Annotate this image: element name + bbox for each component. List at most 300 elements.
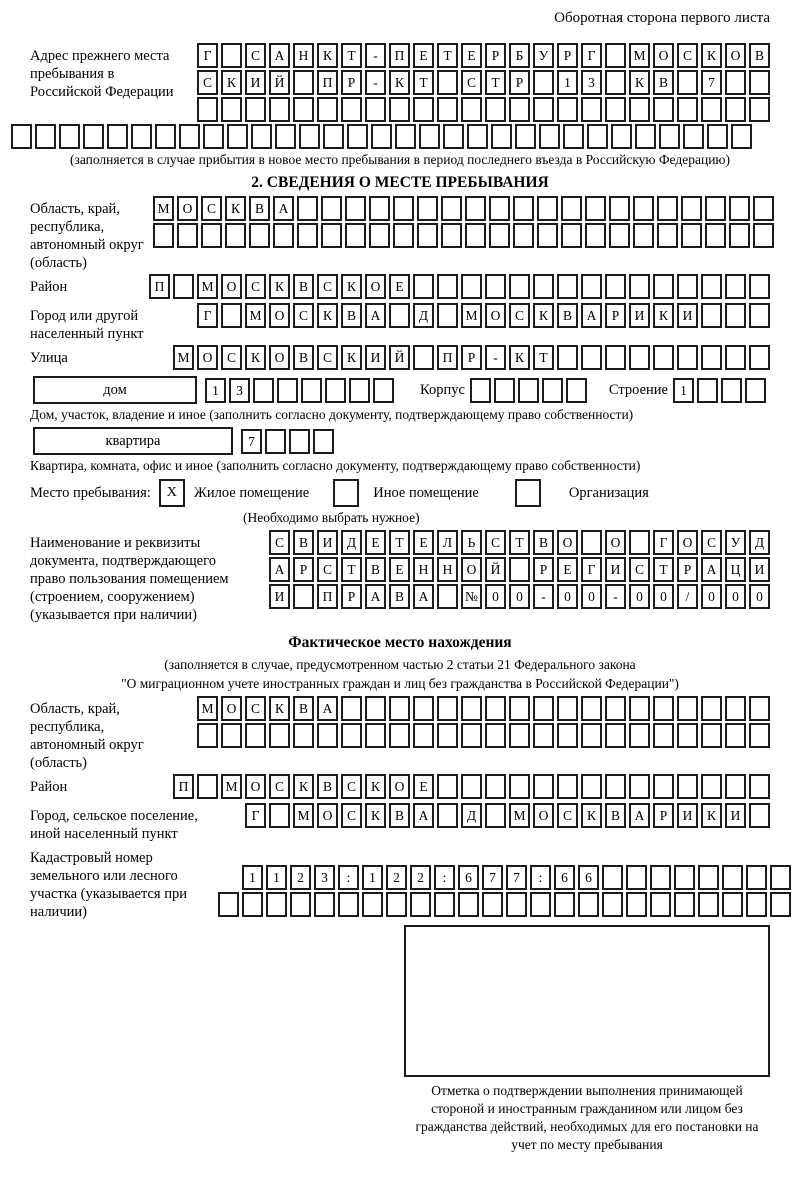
char-cell[interactable]: П bbox=[437, 345, 458, 370]
char-cell[interactable] bbox=[629, 723, 650, 748]
char-cell[interactable]: С bbox=[245, 696, 266, 721]
char-cell[interactable]: Р bbox=[509, 70, 530, 95]
char-cell[interactable]: В bbox=[293, 274, 314, 299]
char-cell[interactable] bbox=[629, 274, 650, 299]
char-cell[interactable] bbox=[554, 892, 575, 917]
char-cell[interactable]: 3 bbox=[314, 865, 335, 890]
char-cell[interactable] bbox=[605, 97, 626, 122]
char-cell[interactable] bbox=[533, 70, 554, 95]
char-cell[interactable]: Б bbox=[509, 43, 530, 68]
char-cell[interactable] bbox=[317, 97, 338, 122]
char-cell[interactable]: И bbox=[269, 584, 290, 609]
char-cell[interactable]: В bbox=[605, 803, 626, 828]
char-cell[interactable] bbox=[369, 223, 390, 248]
char-cell[interactable] bbox=[605, 696, 626, 721]
char-cell[interactable] bbox=[653, 774, 674, 799]
char-cell[interactable]: К bbox=[509, 345, 530, 370]
char-cell[interactable] bbox=[389, 303, 410, 328]
char-cell[interactable]: И bbox=[605, 557, 626, 582]
char-cell[interactable] bbox=[650, 892, 671, 917]
char-cell[interactable] bbox=[437, 97, 458, 122]
char-cell[interactable] bbox=[35, 124, 56, 149]
char-cell[interactable]: М bbox=[509, 803, 530, 828]
char-cell[interactable] bbox=[729, 196, 750, 221]
char-cell[interactable] bbox=[701, 303, 722, 328]
char-cell[interactable] bbox=[225, 223, 246, 248]
char-cell[interactable] bbox=[362, 892, 383, 917]
char-cell[interactable] bbox=[653, 723, 674, 748]
char-cell[interactable] bbox=[107, 124, 128, 149]
char-cell[interactable]: Г bbox=[653, 530, 674, 555]
char-cell[interactable]: 3 bbox=[581, 70, 602, 95]
char-cell[interactable] bbox=[489, 223, 510, 248]
char-cell[interactable] bbox=[413, 723, 434, 748]
char-cell[interactable]: В bbox=[293, 345, 314, 370]
char-cell[interactable]: - bbox=[485, 345, 506, 370]
char-cell[interactable] bbox=[657, 223, 678, 248]
char-cell[interactable] bbox=[419, 124, 440, 149]
char-cell[interactable] bbox=[290, 892, 311, 917]
char-cell[interactable]: Т bbox=[485, 70, 506, 95]
char-cell[interactable]: К bbox=[533, 303, 554, 328]
char-cell[interactable] bbox=[345, 223, 366, 248]
char-cell[interactable] bbox=[489, 196, 510, 221]
char-cell[interactable]: А bbox=[273, 196, 294, 221]
char-cell[interactable] bbox=[289, 429, 310, 454]
char-cell[interactable]: № bbox=[461, 584, 482, 609]
char-cell[interactable]: В bbox=[653, 70, 674, 95]
char-cell[interactable] bbox=[585, 223, 606, 248]
char-cell[interactable] bbox=[722, 865, 743, 890]
char-cell[interactable] bbox=[581, 97, 602, 122]
char-cell[interactable] bbox=[301, 378, 322, 403]
char-cell[interactable] bbox=[626, 865, 647, 890]
char-cell[interactable]: А bbox=[413, 803, 434, 828]
char-cell[interactable] bbox=[518, 378, 539, 403]
char-cell[interactable]: 6 bbox=[458, 865, 479, 890]
char-cell[interactable]: М bbox=[197, 274, 218, 299]
char-cell[interactable]: Т bbox=[389, 530, 410, 555]
char-cell[interactable]: 2 bbox=[386, 865, 407, 890]
char-cell[interactable]: 0 bbox=[485, 584, 506, 609]
char-cell[interactable]: К bbox=[317, 303, 338, 328]
char-cell[interactable]: С bbox=[197, 70, 218, 95]
char-cell[interactable] bbox=[629, 696, 650, 721]
char-cell[interactable] bbox=[605, 345, 626, 370]
char-cell[interactable]: О bbox=[269, 345, 290, 370]
char-cell[interactable] bbox=[437, 774, 458, 799]
char-cell[interactable]: О bbox=[653, 43, 674, 68]
char-cell[interactable]: К bbox=[365, 803, 386, 828]
char-cell[interactable]: Г bbox=[245, 803, 266, 828]
char-cell[interactable]: К bbox=[581, 803, 602, 828]
char-cell[interactable] bbox=[413, 97, 434, 122]
char-cell[interactable]: В bbox=[317, 774, 338, 799]
char-cell[interactable] bbox=[413, 274, 434, 299]
char-cell[interactable]: И bbox=[677, 303, 698, 328]
char-cell[interactable] bbox=[746, 892, 767, 917]
char-cell[interactable] bbox=[749, 803, 770, 828]
char-cell[interactable] bbox=[386, 892, 407, 917]
char-cell[interactable] bbox=[251, 124, 272, 149]
char-cell[interactable] bbox=[299, 124, 320, 149]
char-cell[interactable] bbox=[605, 723, 626, 748]
char-cell[interactable]: В bbox=[749, 43, 770, 68]
char-cell[interactable] bbox=[437, 584, 458, 609]
char-cell[interactable] bbox=[677, 723, 698, 748]
char-cell[interactable] bbox=[434, 892, 455, 917]
char-cell[interactable]: 0 bbox=[509, 584, 530, 609]
char-cell[interactable]: В bbox=[533, 530, 554, 555]
char-cell[interactable] bbox=[173, 274, 194, 299]
char-cell[interactable]: 1 bbox=[557, 70, 578, 95]
char-cell[interactable]: А bbox=[269, 43, 290, 68]
char-cell[interactable] bbox=[461, 723, 482, 748]
char-cell[interactable]: 0 bbox=[701, 584, 722, 609]
char-cell[interactable]: У bbox=[725, 530, 746, 555]
char-cell[interactable] bbox=[725, 70, 746, 95]
char-cell[interactable] bbox=[437, 303, 458, 328]
char-cell[interactable]: Г bbox=[197, 43, 218, 68]
char-cell[interactable] bbox=[218, 892, 239, 917]
char-cell[interactable] bbox=[539, 124, 560, 149]
char-cell[interactable]: 6 bbox=[578, 865, 599, 890]
char-cell[interactable] bbox=[602, 892, 623, 917]
char-cell[interactable] bbox=[349, 378, 370, 403]
char-cell[interactable] bbox=[585, 196, 606, 221]
char-cell[interactable] bbox=[725, 345, 746, 370]
char-cell[interactable] bbox=[269, 97, 290, 122]
char-cell[interactable]: А bbox=[317, 696, 338, 721]
char-cell[interactable] bbox=[533, 723, 554, 748]
char-cell[interactable]: С bbox=[629, 557, 650, 582]
char-cell[interactable]: Е bbox=[413, 774, 434, 799]
char-cell[interactable]: Д bbox=[749, 530, 770, 555]
char-cell[interactable] bbox=[707, 124, 728, 149]
char-cell[interactable] bbox=[470, 378, 491, 403]
char-cell[interactable] bbox=[509, 274, 530, 299]
char-cell[interactable] bbox=[341, 97, 362, 122]
char-cell[interactable]: Р bbox=[533, 557, 554, 582]
char-cell[interactable] bbox=[749, 303, 770, 328]
char-cell[interactable]: Р bbox=[461, 345, 482, 370]
char-cell[interactable] bbox=[746, 865, 767, 890]
char-cell[interactable] bbox=[674, 892, 695, 917]
char-cell[interactable]: Д bbox=[461, 803, 482, 828]
char-cell[interactable]: М bbox=[461, 303, 482, 328]
char-cell[interactable]: Д bbox=[413, 303, 434, 328]
char-cell[interactable] bbox=[410, 892, 431, 917]
char-cell[interactable] bbox=[293, 97, 314, 122]
char-cell[interactable]: Ь bbox=[461, 530, 482, 555]
char-cell[interactable]: - bbox=[365, 70, 386, 95]
char-cell[interactable] bbox=[323, 124, 344, 149]
char-cell[interactable]: С bbox=[341, 774, 362, 799]
char-cell[interactable]: В bbox=[293, 696, 314, 721]
char-cell[interactable] bbox=[317, 723, 338, 748]
char-cell[interactable]: И bbox=[317, 530, 338, 555]
char-cell[interactable] bbox=[369, 196, 390, 221]
char-cell[interactable] bbox=[605, 774, 626, 799]
char-cell[interactable]: М bbox=[153, 196, 174, 221]
char-cell[interactable] bbox=[653, 696, 674, 721]
char-cell[interactable] bbox=[509, 696, 530, 721]
char-cell[interactable] bbox=[485, 774, 506, 799]
char-cell[interactable] bbox=[557, 274, 578, 299]
char-cell[interactable] bbox=[605, 274, 626, 299]
char-cell[interactable]: М bbox=[221, 774, 242, 799]
char-cell[interactable] bbox=[563, 124, 584, 149]
char-cell[interactable]: К bbox=[245, 345, 266, 370]
char-cell[interactable] bbox=[393, 196, 414, 221]
char-cell[interactable] bbox=[653, 274, 674, 299]
char-cell[interactable] bbox=[494, 378, 515, 403]
char-cell[interactable]: Д bbox=[341, 530, 362, 555]
char-cell[interactable]: Е bbox=[389, 557, 410, 582]
char-cell[interactable] bbox=[297, 223, 318, 248]
char-cell[interactable] bbox=[677, 696, 698, 721]
char-cell[interactable] bbox=[561, 196, 582, 221]
char-cell[interactable] bbox=[561, 223, 582, 248]
char-cell[interactable] bbox=[581, 274, 602, 299]
char-cell[interactable]: 0 bbox=[653, 584, 674, 609]
char-cell[interactable] bbox=[657, 196, 678, 221]
char-cell[interactable] bbox=[221, 303, 242, 328]
char-cell[interactable] bbox=[581, 774, 602, 799]
char-cell[interactable]: И bbox=[749, 557, 770, 582]
char-cell[interactable]: М bbox=[245, 303, 266, 328]
char-cell[interactable]: 1 bbox=[673, 378, 694, 403]
char-cell[interactable] bbox=[491, 124, 512, 149]
char-cell[interactable]: О bbox=[605, 530, 626, 555]
char-cell[interactable]: С bbox=[269, 530, 290, 555]
char-cell[interactable] bbox=[437, 274, 458, 299]
char-cell[interactable] bbox=[197, 723, 218, 748]
char-cell[interactable]: Р bbox=[605, 303, 626, 328]
char-cell[interactable]: Е bbox=[389, 274, 410, 299]
char-cell[interactable] bbox=[581, 530, 602, 555]
char-cell[interactable] bbox=[725, 774, 746, 799]
char-cell[interactable]: А bbox=[629, 803, 650, 828]
char-cell[interactable] bbox=[509, 774, 530, 799]
char-cell[interactable]: А bbox=[365, 584, 386, 609]
char-cell[interactable] bbox=[83, 124, 104, 149]
char-cell[interactable]: Т bbox=[341, 43, 362, 68]
char-cell[interactable]: К bbox=[629, 70, 650, 95]
char-cell[interactable]: 0 bbox=[557, 584, 578, 609]
char-cell[interactable] bbox=[753, 196, 774, 221]
char-cell[interactable]: 2 bbox=[410, 865, 431, 890]
char-cell[interactable]: С bbox=[317, 557, 338, 582]
char-cell[interactable] bbox=[197, 97, 218, 122]
char-cell[interactable] bbox=[461, 774, 482, 799]
char-cell[interactable] bbox=[249, 223, 270, 248]
char-cell[interactable]: 0 bbox=[749, 584, 770, 609]
char-cell[interactable] bbox=[530, 892, 551, 917]
checkbox-zhiloe[interactable]: X bbox=[159, 479, 185, 507]
char-cell[interactable]: К bbox=[341, 274, 362, 299]
char-cell[interactable] bbox=[698, 865, 719, 890]
char-cell[interactable]: - bbox=[365, 43, 386, 68]
char-cell[interactable]: Т bbox=[413, 70, 434, 95]
char-cell[interactable]: 1 bbox=[362, 865, 383, 890]
char-cell[interactable]: : bbox=[434, 865, 455, 890]
char-cell[interactable] bbox=[443, 124, 464, 149]
char-cell[interactable] bbox=[557, 345, 578, 370]
char-cell[interactable] bbox=[542, 378, 563, 403]
char-cell[interactable] bbox=[365, 97, 386, 122]
char-cell[interactable]: С bbox=[317, 274, 338, 299]
char-cell[interactable]: 6 bbox=[554, 865, 575, 890]
char-cell[interactable]: С bbox=[677, 43, 698, 68]
char-cell[interactable]: В bbox=[365, 557, 386, 582]
char-cell[interactable]: Н bbox=[413, 557, 434, 582]
char-cell[interactable] bbox=[629, 774, 650, 799]
char-cell[interactable]: С bbox=[701, 530, 722, 555]
char-cell[interactable] bbox=[513, 223, 534, 248]
char-cell[interactable] bbox=[293, 70, 314, 95]
char-cell[interactable]: Т bbox=[653, 557, 674, 582]
char-cell[interactable] bbox=[509, 557, 530, 582]
char-cell[interactable] bbox=[770, 892, 791, 917]
char-cell[interactable] bbox=[677, 97, 698, 122]
char-cell[interactable]: 7 bbox=[482, 865, 503, 890]
char-cell[interactable]: С bbox=[269, 774, 290, 799]
char-cell[interactable]: Е bbox=[461, 43, 482, 68]
char-cell[interactable] bbox=[557, 774, 578, 799]
char-cell[interactable]: Е bbox=[413, 43, 434, 68]
char-cell[interactable] bbox=[633, 196, 654, 221]
char-cell[interactable]: В bbox=[389, 584, 410, 609]
char-cell[interactable] bbox=[465, 196, 486, 221]
char-cell[interactable] bbox=[417, 223, 438, 248]
char-cell[interactable] bbox=[659, 124, 680, 149]
char-cell[interactable] bbox=[393, 223, 414, 248]
char-cell[interactable]: С bbox=[293, 303, 314, 328]
char-cell[interactable] bbox=[417, 196, 438, 221]
char-cell[interactable] bbox=[437, 70, 458, 95]
char-cell[interactable] bbox=[273, 223, 294, 248]
char-cell[interactable]: Г bbox=[581, 43, 602, 68]
char-cell[interactable] bbox=[321, 196, 342, 221]
char-cell[interactable]: Т bbox=[341, 557, 362, 582]
char-cell[interactable] bbox=[485, 803, 506, 828]
char-cell[interactable]: 2 bbox=[290, 865, 311, 890]
char-cell[interactable]: Е bbox=[413, 530, 434, 555]
char-cell[interactable] bbox=[221, 723, 242, 748]
char-cell[interactable]: И bbox=[725, 803, 746, 828]
char-cell[interactable] bbox=[321, 223, 342, 248]
char-cell[interactable]: 3 bbox=[229, 378, 250, 403]
char-cell[interactable]: К bbox=[221, 70, 242, 95]
char-cell[interactable]: 7 bbox=[701, 70, 722, 95]
char-cell[interactable] bbox=[701, 774, 722, 799]
char-cell[interactable] bbox=[701, 723, 722, 748]
char-cell[interactable] bbox=[227, 124, 248, 149]
char-cell[interactable] bbox=[701, 274, 722, 299]
char-cell[interactable]: Л bbox=[437, 530, 458, 555]
char-cell[interactable] bbox=[509, 723, 530, 748]
char-cell[interactable] bbox=[609, 223, 630, 248]
char-cell[interactable]: Е bbox=[557, 557, 578, 582]
char-cell[interactable]: Т bbox=[437, 43, 458, 68]
char-cell[interactable]: 1 bbox=[266, 865, 287, 890]
char-cell[interactable] bbox=[729, 223, 750, 248]
char-cell[interactable]: К bbox=[225, 196, 246, 221]
char-cell[interactable]: К bbox=[389, 70, 410, 95]
char-cell[interactable] bbox=[635, 124, 656, 149]
char-cell[interactable]: А bbox=[413, 584, 434, 609]
char-cell[interactable] bbox=[650, 865, 671, 890]
char-cell[interactable] bbox=[458, 892, 479, 917]
char-cell[interactable] bbox=[177, 223, 198, 248]
char-cell[interactable]: И bbox=[677, 803, 698, 828]
char-cell[interactable] bbox=[461, 97, 482, 122]
char-cell[interactable] bbox=[653, 97, 674, 122]
char-cell[interactable]: В bbox=[341, 303, 362, 328]
char-cell[interactable] bbox=[770, 865, 791, 890]
char-cell[interactable] bbox=[437, 723, 458, 748]
char-cell[interactable] bbox=[557, 696, 578, 721]
char-cell[interactable] bbox=[179, 124, 200, 149]
char-cell[interactable]: М bbox=[173, 345, 194, 370]
char-cell[interactable] bbox=[365, 723, 386, 748]
char-cell[interactable] bbox=[749, 723, 770, 748]
char-cell[interactable]: - bbox=[605, 584, 626, 609]
char-cell[interactable]: О bbox=[677, 530, 698, 555]
char-cell[interactable] bbox=[753, 223, 774, 248]
char-cell[interactable]: - bbox=[533, 584, 554, 609]
char-cell[interactable] bbox=[674, 865, 695, 890]
char-cell[interactable] bbox=[11, 124, 32, 149]
char-cell[interactable] bbox=[566, 378, 587, 403]
char-cell[interactable]: 7 bbox=[506, 865, 527, 890]
char-cell[interactable] bbox=[701, 696, 722, 721]
char-cell[interactable] bbox=[269, 723, 290, 748]
char-cell[interactable] bbox=[221, 97, 242, 122]
char-cell[interactable] bbox=[731, 124, 752, 149]
checkbox-inoe[interactable] bbox=[333, 479, 359, 507]
char-cell[interactable]: В bbox=[249, 196, 270, 221]
char-cell[interactable] bbox=[365, 696, 386, 721]
char-cell[interactable] bbox=[314, 892, 335, 917]
char-cell[interactable] bbox=[485, 97, 506, 122]
char-cell[interactable] bbox=[745, 378, 766, 403]
char-cell[interactable]: Г bbox=[197, 303, 218, 328]
char-cell[interactable] bbox=[578, 892, 599, 917]
char-cell[interactable] bbox=[413, 696, 434, 721]
char-cell[interactable]: М bbox=[629, 43, 650, 68]
char-cell[interactable] bbox=[277, 378, 298, 403]
char-cell[interactable]: 0 bbox=[581, 584, 602, 609]
char-cell[interactable] bbox=[677, 774, 698, 799]
char-cell[interactable] bbox=[345, 196, 366, 221]
char-cell[interactable] bbox=[629, 530, 650, 555]
char-cell[interactable]: 0 bbox=[725, 584, 746, 609]
char-cell[interactable] bbox=[705, 196, 726, 221]
char-cell[interactable] bbox=[705, 223, 726, 248]
char-cell[interactable]: С bbox=[485, 530, 506, 555]
char-cell[interactable] bbox=[338, 892, 359, 917]
char-cell[interactable] bbox=[722, 892, 743, 917]
char-cell[interactable]: Й bbox=[269, 70, 290, 95]
char-cell[interactable]: М bbox=[293, 803, 314, 828]
char-cell[interactable] bbox=[629, 97, 650, 122]
char-cell[interactable] bbox=[485, 696, 506, 721]
char-cell[interactable] bbox=[557, 723, 578, 748]
char-cell[interactable] bbox=[461, 696, 482, 721]
char-cell[interactable] bbox=[373, 378, 394, 403]
